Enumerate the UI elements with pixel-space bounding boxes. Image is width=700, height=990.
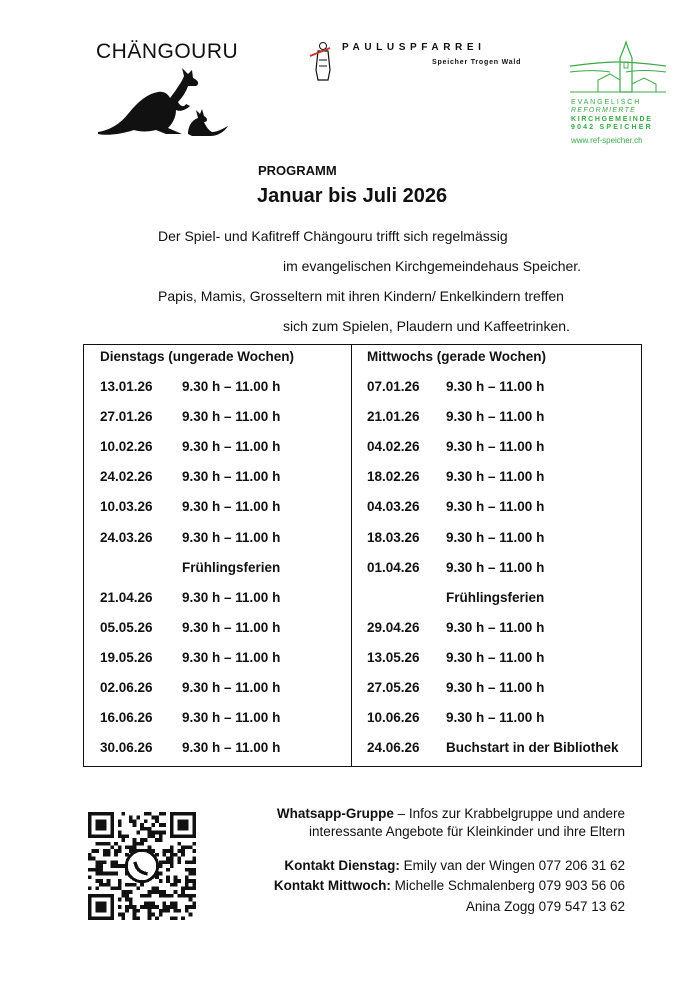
schedule-time: Buchstart in der Bibliothek <box>446 740 619 756</box>
schedule-date: 21.01.26 <box>367 409 420 425</box>
schedule-time: 9.30 h – 11.00 h <box>182 740 281 756</box>
schedule-date: 24.02.26 <box>100 469 153 485</box>
schedule-date: 30.06.26 <box>100 740 153 756</box>
schedule-note: Frühlingsferien <box>446 589 545 605</box>
schedule-date: 18.03.26 <box>367 529 420 545</box>
column-divider <box>351 345 352 766</box>
schedule-time: 9.30 h – 11.00 h <box>182 499 281 515</box>
schedule-time: 9.30 h – 11.00 h <box>182 710 281 726</box>
schedule-time: 9.30 h – 11.00 h <box>446 680 545 695</box>
schedule-date: 10.06.26 <box>367 710 420 726</box>
schedule-date: 10.03.26 <box>100 499 153 515</box>
schedule-time: 9.30 h – 11.00 h <box>446 649 545 665</box>
intro-line-1: Der Spiel- und Kafitreff Chängouru trifft sich regelmässig <box>158 228 508 244</box>
schedule-date: 27.05.26 <box>367 680 420 695</box>
ref-logo-line-3: KIRCHGEMEINDE <box>571 116 653 123</box>
schedule-time: 9.30 h – 11.00 h <box>446 439 545 455</box>
changouru-logo-text: CHÄNGOURU <box>96 40 239 63</box>
page-title: Januar bis Juli 2026 <box>257 185 448 207</box>
schedule-note: Frühlingsferien <box>182 559 281 575</box>
schedule-date: 13.05.26 <box>367 649 420 665</box>
schedule-table <box>83 344 642 767</box>
schedule-date: 04.03.26 <box>367 499 420 515</box>
ref-logo-line-4: 9042 SPEICHER <box>571 124 653 131</box>
saint-paul-icon <box>308 40 338 82</box>
whatsapp-text-1: – Infos zur Krabbelgruppe und andere <box>393 806 625 821</box>
contact-extra: Anina Zogg 079 547 13 62 <box>465 899 625 914</box>
schedule-time: 9.30 h – 11.00 h <box>446 559 545 575</box>
intro-line-3: Papis, Mamis, Grosseltern mit ihren Kindern/ Enkelkindern treffen <box>158 288 564 304</box>
schedule-date: 29.04.26 <box>367 619 420 635</box>
schedule-time: 9.30 h – 11.00 h <box>446 409 545 425</box>
schedule-time: 9.30 h – 11.00 h <box>446 529 545 545</box>
contact-wednesday-value: Michelle Schmalenberg 079 903 56 06 <box>390 878 625 893</box>
program-label: PROGRAMM <box>258 163 337 178</box>
whatsapp-info-line-1 <box>277 806 625 821</box>
schedule-time: 9.30 h – 11.00 h <box>446 619 545 635</box>
church-icon <box>568 40 668 98</box>
schedule-time: 9.30 h – 11.00 h <box>182 649 281 665</box>
intro-line-2: im evangelischen Kirchgemeindehaus Speicher. <box>283 258 582 274</box>
ref-logo-url[interactable]: www.ref-speicher.ch <box>571 136 643 145</box>
schedule-time: 9.30 h – 11.00 h <box>182 469 281 485</box>
whatsapp-info-line-2: interessante Angebote für Kleinkinder und ihre Eltern <box>309 824 625 839</box>
paulus-logo-places: Speicher Trogen Wald <box>432 59 522 66</box>
schedule-time: 9.30 h – 11.00 h <box>182 619 281 635</box>
contact-wednesday-label: Kontakt Mittwoch: <box>273 878 391 893</box>
kangaroo-icon <box>92 64 232 140</box>
ref-logo-line-1: EVANGELISCH <box>571 99 642 106</box>
schedule-time: 9.30 h – 11.00 h <box>182 439 281 455</box>
schedule-time: 9.30 h – 11.00 h <box>182 680 281 695</box>
paulus-logo-name: PAULUSPFARREI <box>342 42 486 53</box>
contact-tuesday-label: Kontakt Dienstag: <box>284 858 400 873</box>
schedule-date: 21.04.26 <box>100 589 153 605</box>
schedule-time: 9.30 h – 11.00 h <box>446 379 545 394</box>
ref-speicher-logo <box>568 40 668 150</box>
schedule-date: 02.06.26 <box>100 680 153 695</box>
schedule-time: 9.30 h – 11.00 h <box>446 710 545 726</box>
qr-code[interactable] <box>88 812 196 920</box>
schedule-date: 19.05.26 <box>100 649 153 665</box>
ref-logo-line-2: REFORMIERTE <box>571 107 637 114</box>
changouru-logo <box>92 40 239 140</box>
paulus-logo <box>305 40 525 85</box>
contact-tuesday <box>284 858 625 873</box>
schedule-date: 04.02.26 <box>367 439 420 455</box>
schedule-date: 24.03.26 <box>100 529 153 545</box>
schedule-time: 9.30 h – 11.00 h <box>182 589 281 605</box>
schedule-date: 10.02.26 <box>100 439 153 455</box>
schedule-date: 16.06.26 <box>100 710 153 726</box>
schedule-time: 9.30 h – 11.00 h <box>182 379 281 394</box>
whatsapp-title: Whatsapp-Gruppe <box>276 806 394 821</box>
intro-line-4: sich zum Spielen, Plaudern und Kaffeetrinken. <box>283 318 570 334</box>
contact-tuesday-value: Emily van der Wingen 077 206 31 62 <box>399 858 625 873</box>
schedule-date: 05.05.26 <box>100 619 153 635</box>
schedule-date: 24.06.26 <box>367 740 420 756</box>
schedule-time: 9.30 h – 11.00 h <box>446 499 545 515</box>
schedule-date: 27.01.26 <box>100 409 153 425</box>
whatsapp-icon <box>126 850 157 881</box>
schedule-time: 9.30 h – 11.00 h <box>182 529 281 545</box>
wednesday-header: Mittwochs (gerade Wochen) <box>367 349 547 364</box>
schedule-date: 13.01.26 <box>100 379 153 394</box>
schedule-time: 9.30 h – 11.00 h <box>446 469 545 485</box>
schedule-date: 07.01.26 <box>367 379 420 394</box>
schedule-date: 18.02.26 <box>367 469 420 485</box>
tuesday-header: Dienstags (ungerade Wochen) <box>100 349 295 364</box>
schedule-time: 9.30 h – 11.00 h <box>182 409 281 425</box>
schedule-date: 01.04.26 <box>367 559 420 575</box>
contact-wednesday <box>274 878 625 893</box>
